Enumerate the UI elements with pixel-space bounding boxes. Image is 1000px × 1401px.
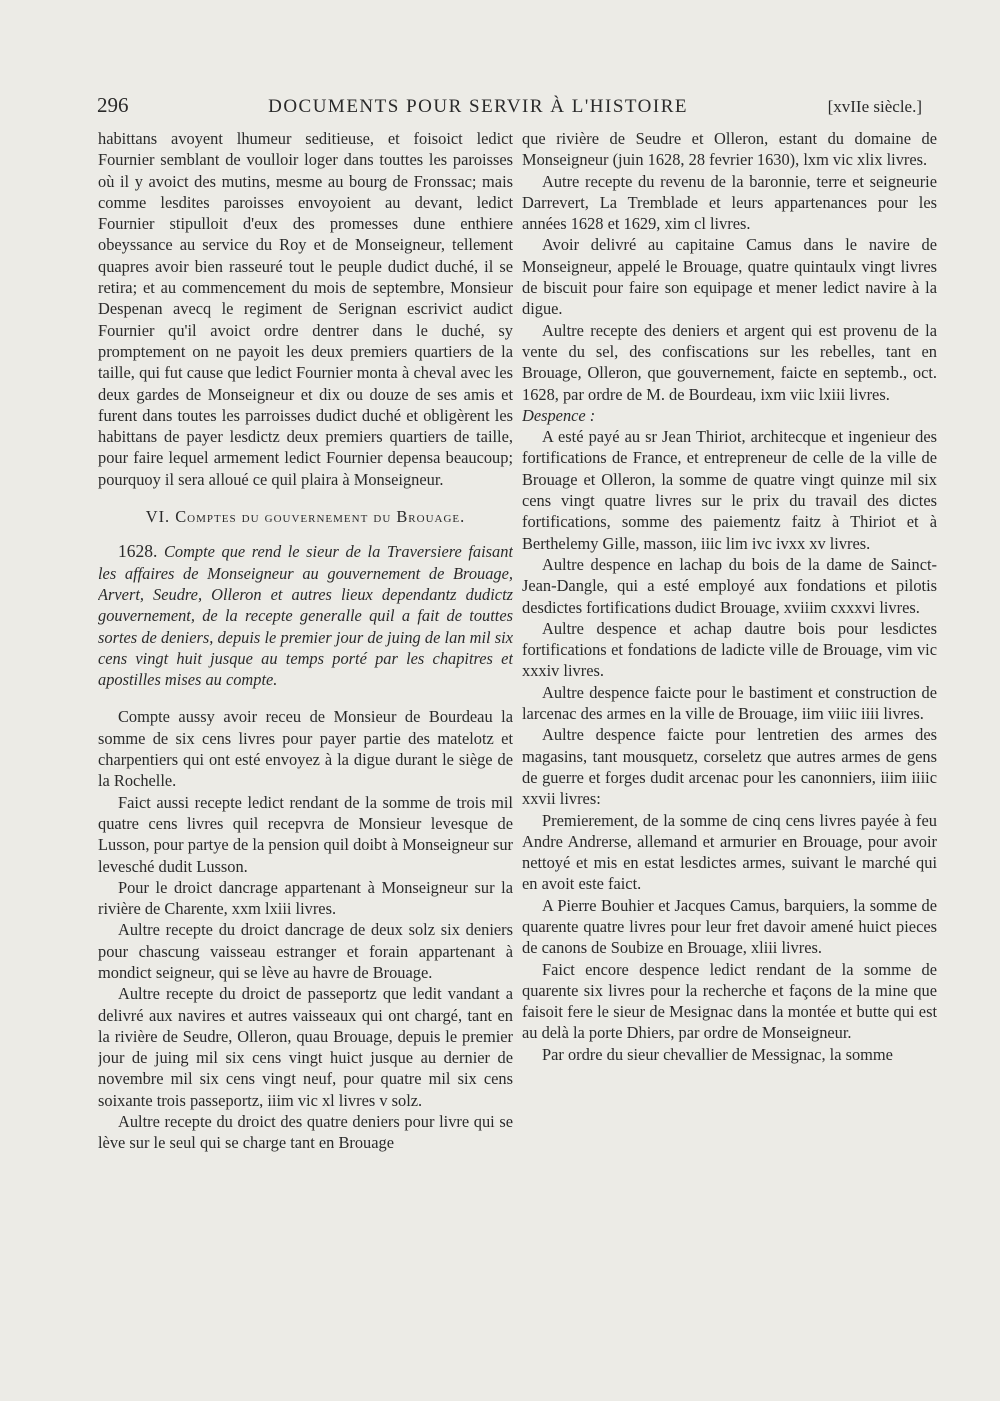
paragraph: A Pierre Bouhier et Jacques Camus, barquiers, la somme de quarente quatre livres pour leur fret davoir amené huict pieces de canons de Soubize en Brouage, xliii livres. xyxy=(522,895,937,958)
paragraph: Aultre despence faicte pour le bastiment et construction de larcenac des armes en la ville de Brouage, iim viiic iiii livres. xyxy=(522,682,937,724)
paragraph: Aultre despence et achap dautre bois pour lesdictes fortifications et fondations de ladicte ville de Brouage, vim vic xxxiv livres. xyxy=(522,618,937,681)
paragraph: Aultre recepte du droict de passeportz que ledit vandant a delivré aux navires et autres vaisseaux qui ont chargé, tant en la rivière de Seudre, Olleron, quau Brouage, depuis le premier jour de juing mil six cens vingt huict jusque au dernier de novembre mil six cens vingt neuf, pour quatre mil six cens soixante trois passeportz, iiim vic xl livres v solz. xyxy=(98,984,513,1110)
page-number: 296 xyxy=(97,93,129,117)
section-intro xyxy=(98,541,513,690)
intro-text: Compte que rend le sieur de la Traversiere faisant les affaires de Monseigneur au gouvernement de Brouage, Arvert, Seudre, Olleron et autres lieux dependantz dudictz gouvernement, de la recepte generalle quil a fait de touttes sortes de deniers, depuis le premier jour de juing de lan mil six cens vingt huit jusque au temps porté par les chapitres et apostilles mises au compte. xyxy=(98,542,513,690)
paragraph: que rivière de Seudre et Olleron, estant du domaine de Monseigneur (juin 1628, 28 fevrier 1630), lxm vic xlix livres. xyxy=(522,129,937,170)
paragraph: Faict encore despence ledict rendant de la somme de quarente six livres pour la recherche et façons de la mine que faisoit fere le sieur de Mesignac dans la montée et butte qui est au delà la porte Dhiers, par ordre de Monseigneur. xyxy=(522,959,937,1043)
intro-year: 1628. xyxy=(118,541,158,562)
paragraph: Par ordre du sieur chevallier de Messignac, la somme xyxy=(542,1044,893,1064)
century-label: [xvIIe siècle.] xyxy=(827,97,922,116)
running-title: DOCUMENTS POUR SERVIR À L'HISTOIRE xyxy=(268,96,689,117)
left-column xyxy=(98,128,513,1288)
section-title: VI. Comptes du gouvernement du Brouage. xyxy=(145,507,466,527)
paragraph: A esté payé au sr Jean Thiriot, architecque et ingenieur des fortifications de France, et entrepreneur de celle de la ville de Brouage et Olleron, la somme de quatre vingt quinze mil six cens vingt quatre livres sur le prix du travail des dictes fortifications, somme des paiementz faitz à Thiriot et à Berthelemy Gille, masson, iiic lim ivc ivxx xv livres. xyxy=(522,427,937,553)
paragraph: Faict aussi recepte ledict rendant de la somme de trois mil quatre cens livres quil recepvra de Monsieur levesque de Lusson, pour partye de la pension quil doibt à Monseigneur sur levesché dudit Lusson. xyxy=(98,792,513,876)
paragraph: Autre recepte du revenu de la baronnie, terre et seigneurie Darrevert, La Tremblade et leurs appartenances pour les années 1628 et 1629, xim cl livres. xyxy=(522,171,937,234)
subheading-despence: Despence : xyxy=(522,405,596,425)
paragraph: Aultre despence en lachap du bois de la dame de Sainct-Jean-Dangle, qui a esté employé aux fondations et pilotis desdictes fortifications dudict Brouage, xviiim cxxxvi livres. xyxy=(522,554,937,617)
paragraph: Aultre recepte du droict des quatre deniers pour livre qui se lève sur le seul qui se charge tant en Brouage xyxy=(98,1112,513,1153)
paragraph: Pour le droict dancrage appartenant à Monseigneur sur la rivière de Charente, xxm lxiii livres. xyxy=(98,877,513,919)
spacer xyxy=(98,690,513,706)
paragraph: Aultre recepte du droict dancrage de deux solz six deniers pour chascung vaisseau estranger et forain appartenant à mondict seigneur, qui se lève au havre de Brouage. xyxy=(98,920,513,982)
paragraph: Premierement, de la somme de cinq cens livres payée à feu Andre Andrerse, allemand et armurier en Brouage, pour avoir nettoyé et mis en estat lesdictes armes, suivant le marché qui en avoit este faict. xyxy=(522,810,937,894)
paragraph: Aultre despence faicte pour lentretien des armes des magasins, tant mousquetz, corseletz que autres armes de gens de guerre et forges dudit arcenac pour les canonniers, iiim iiiic xxvii livres: xyxy=(522,725,937,809)
paragraph: Aultre recepte des deniers et argent qui est provenu de la vente du sel, des confiscations sur les rebelles, tant en Brouage, Olleron, que gouvernement, faicte en septemb., oct. 1628, par ordre de M. de Bourdeau, ixm viic lxiii livres. xyxy=(522,320,937,404)
right-column xyxy=(522,128,937,1288)
paragraph: habittans avoyent lhumeur seditieuse, et foisoict ledict Fournier semblant de voulloir loger dans touttes les paroisses où il y avoict des mutins, mesme au bourg de Fronssac; mais comme lesdites paroisses envoyoient au devant, ledict Fournier stipulloit d'eux des promesses dune enthiere obeyssance au service du Roy et de Monseigneur, tellement quapres avoir bien rasseuré tout le peuple dudict duché, il se retira; et au commencement du mois de septembre, Monsieur Despenan avecq le regiment de Serignan escrivict audict Fournier qu'il avoict ordre dentrer dans le duché, sy promptement on ne payoit les deux premiers quartiers de la taille, qui fut cause que ledict Fournier monta à cheval avec les deux gardes de Monseigneur et dix ou douze de ses amis et furent dans toutes les parroisses dudict duché et obligèrent les habittans de payer lesdictz deux premiers quartiers de taille, pour faire lequel armement ledict Fournier depensa beaucoup; pourquoy il sera alloué ce quil plaira à Monseigneur. xyxy=(98,129,513,489)
paragraph: Avoir delivré au capitaine Camus dans le navire de Monseigneur, appelé le Brouage, quatre quintaulx vingt livres de biscuit pour faire son equipage et mener ledict navire à la digue. xyxy=(522,235,937,319)
paragraph: Compte aussy avoir receu de Monsieur de Bourdeau la somme de six cens livres pour payer partie des matelotz et charpentiers qui ont esté envoyez à la digue durant le siège de la Rochelle. xyxy=(98,707,513,791)
running-header xyxy=(97,93,922,125)
